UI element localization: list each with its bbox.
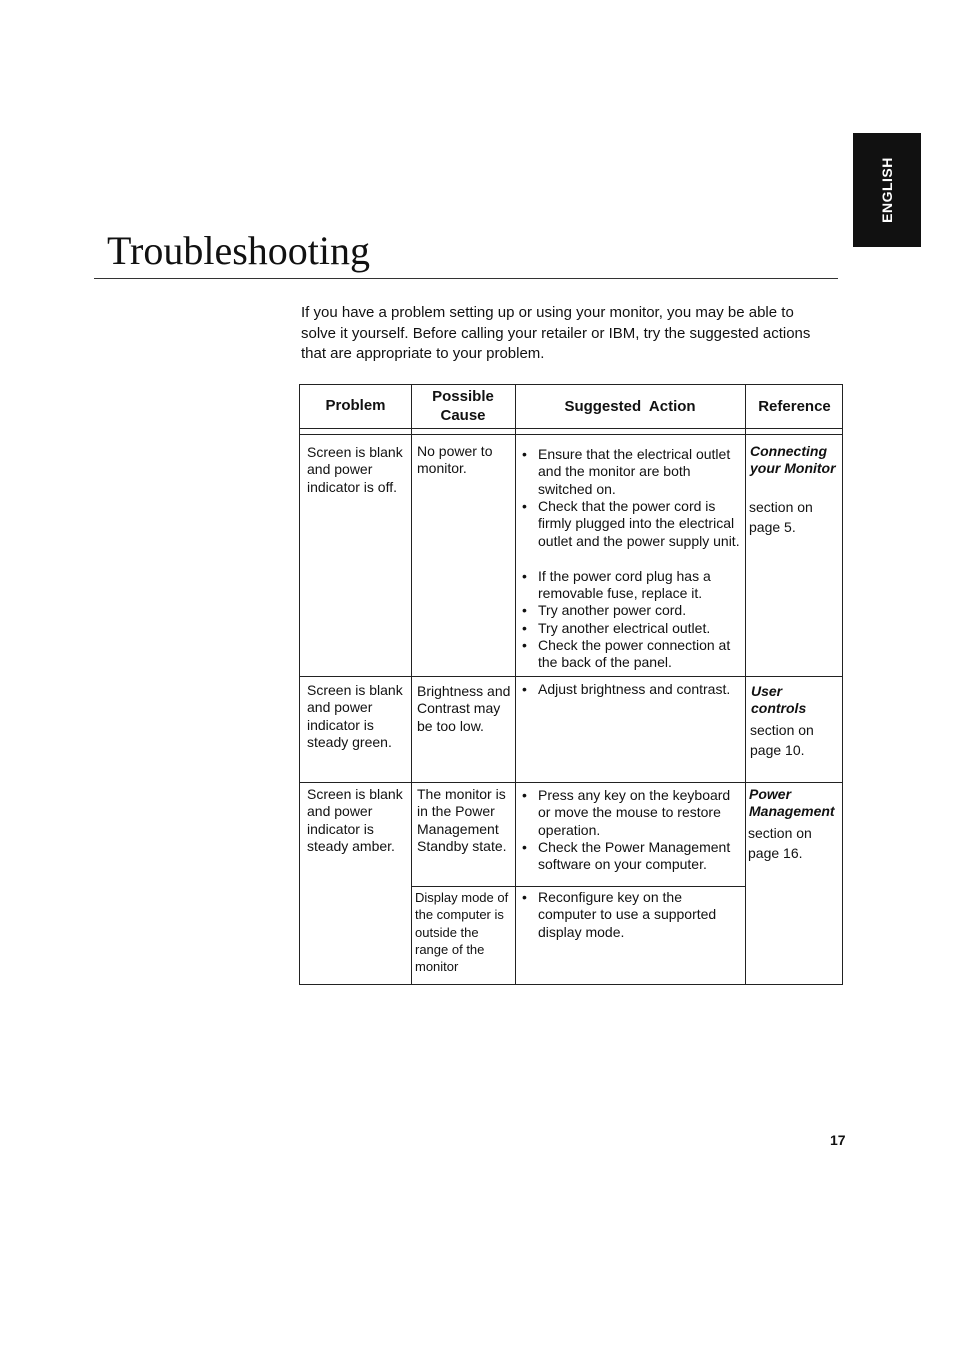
row2-problem: Screen is blank and power indicator is steady green. (307, 682, 403, 751)
header-divider (300, 434, 842, 435)
header-cause-line1: Possible (432, 388, 494, 405)
row3-cause: The monitor is in the Power Management Standby state. (417, 786, 507, 855)
row-divider (300, 782, 842, 783)
row2-cause: Brightness and Contrast may be too low. (417, 683, 511, 734)
intro-paragraph: If you have a problem setting up or using your monitor, you may be able to solve it yourself. Before calling your retailer or IBM, try the suggested actions that are appropriate to your problem. (301, 304, 811, 362)
header-problem: Problem (325, 397, 386, 414)
row3-problem: Screen is blank and power indicator is steady amber. (307, 786, 403, 855)
row1-reference-title: Connecting your Monitor (750, 443, 836, 477)
row3-sub-action-1: • Reconfigure key on the computer to use a supported display mode. (522, 889, 717, 940)
row3-cause-2: Display mode of the computer is outside the range of the monitor (415, 890, 509, 975)
page-title: Troubleshooting (107, 228, 371, 273)
row3-action-2: • Check the Power Management software on your computer. (522, 839, 731, 873)
language-tab-label: ENGLISH (879, 157, 895, 223)
header-possible-cause (411, 387, 515, 425)
header-cause-line2: Cause (440, 407, 486, 424)
row2-action-1: • Adjust brightness and contrast. (522, 681, 731, 697)
row3-reference-title: Power Management (749, 786, 835, 820)
row1-action-5: • Try another electrical outlet. (522, 620, 711, 636)
row2-reference-title: User controls (751, 683, 807, 717)
column-divider (745, 385, 746, 984)
column-divider (411, 385, 412, 984)
row1-action-1: • Ensure that the electrical outlet and the monitor are both switched on. (522, 446, 731, 497)
row1-reference-text: section on page 5. (749, 499, 813, 535)
row1-cause: No power to monitor. (417, 443, 493, 477)
row1-action-3: • If the power cord plug has a removable fuse, replace it. (522, 568, 711, 602)
sub-row-divider (411, 886, 745, 887)
header-divider (300, 428, 842, 429)
row1-problem: Screen is blank and power indicator is off. (307, 444, 403, 495)
header-reference: Reference (758, 398, 831, 415)
row1-action-2: • Check that the power cord is firmly plugged into the electrical outlet and the power supply unit. (522, 498, 740, 549)
column-divider (515, 385, 516, 984)
row-divider (300, 676, 842, 677)
troubleshooting-table (299, 384, 843, 985)
row2-reference-text: section on page 10. (750, 722, 814, 758)
page-number: 17 (830, 1132, 846, 1148)
language-tab (853, 133, 921, 247)
row3-action-1: • Press any key on the keyboard or move the mouse to restore operation. (522, 787, 731, 838)
title-rule (94, 278, 838, 279)
row3-reference-text: section on page 16. (748, 825, 812, 861)
header-suggested-action: Suggested Action (564, 398, 696, 415)
row1-action-4: • Try another power cord. (522, 602, 687, 618)
row1-action-6: • Check the power connection at the back of the panel. (522, 637, 731, 671)
